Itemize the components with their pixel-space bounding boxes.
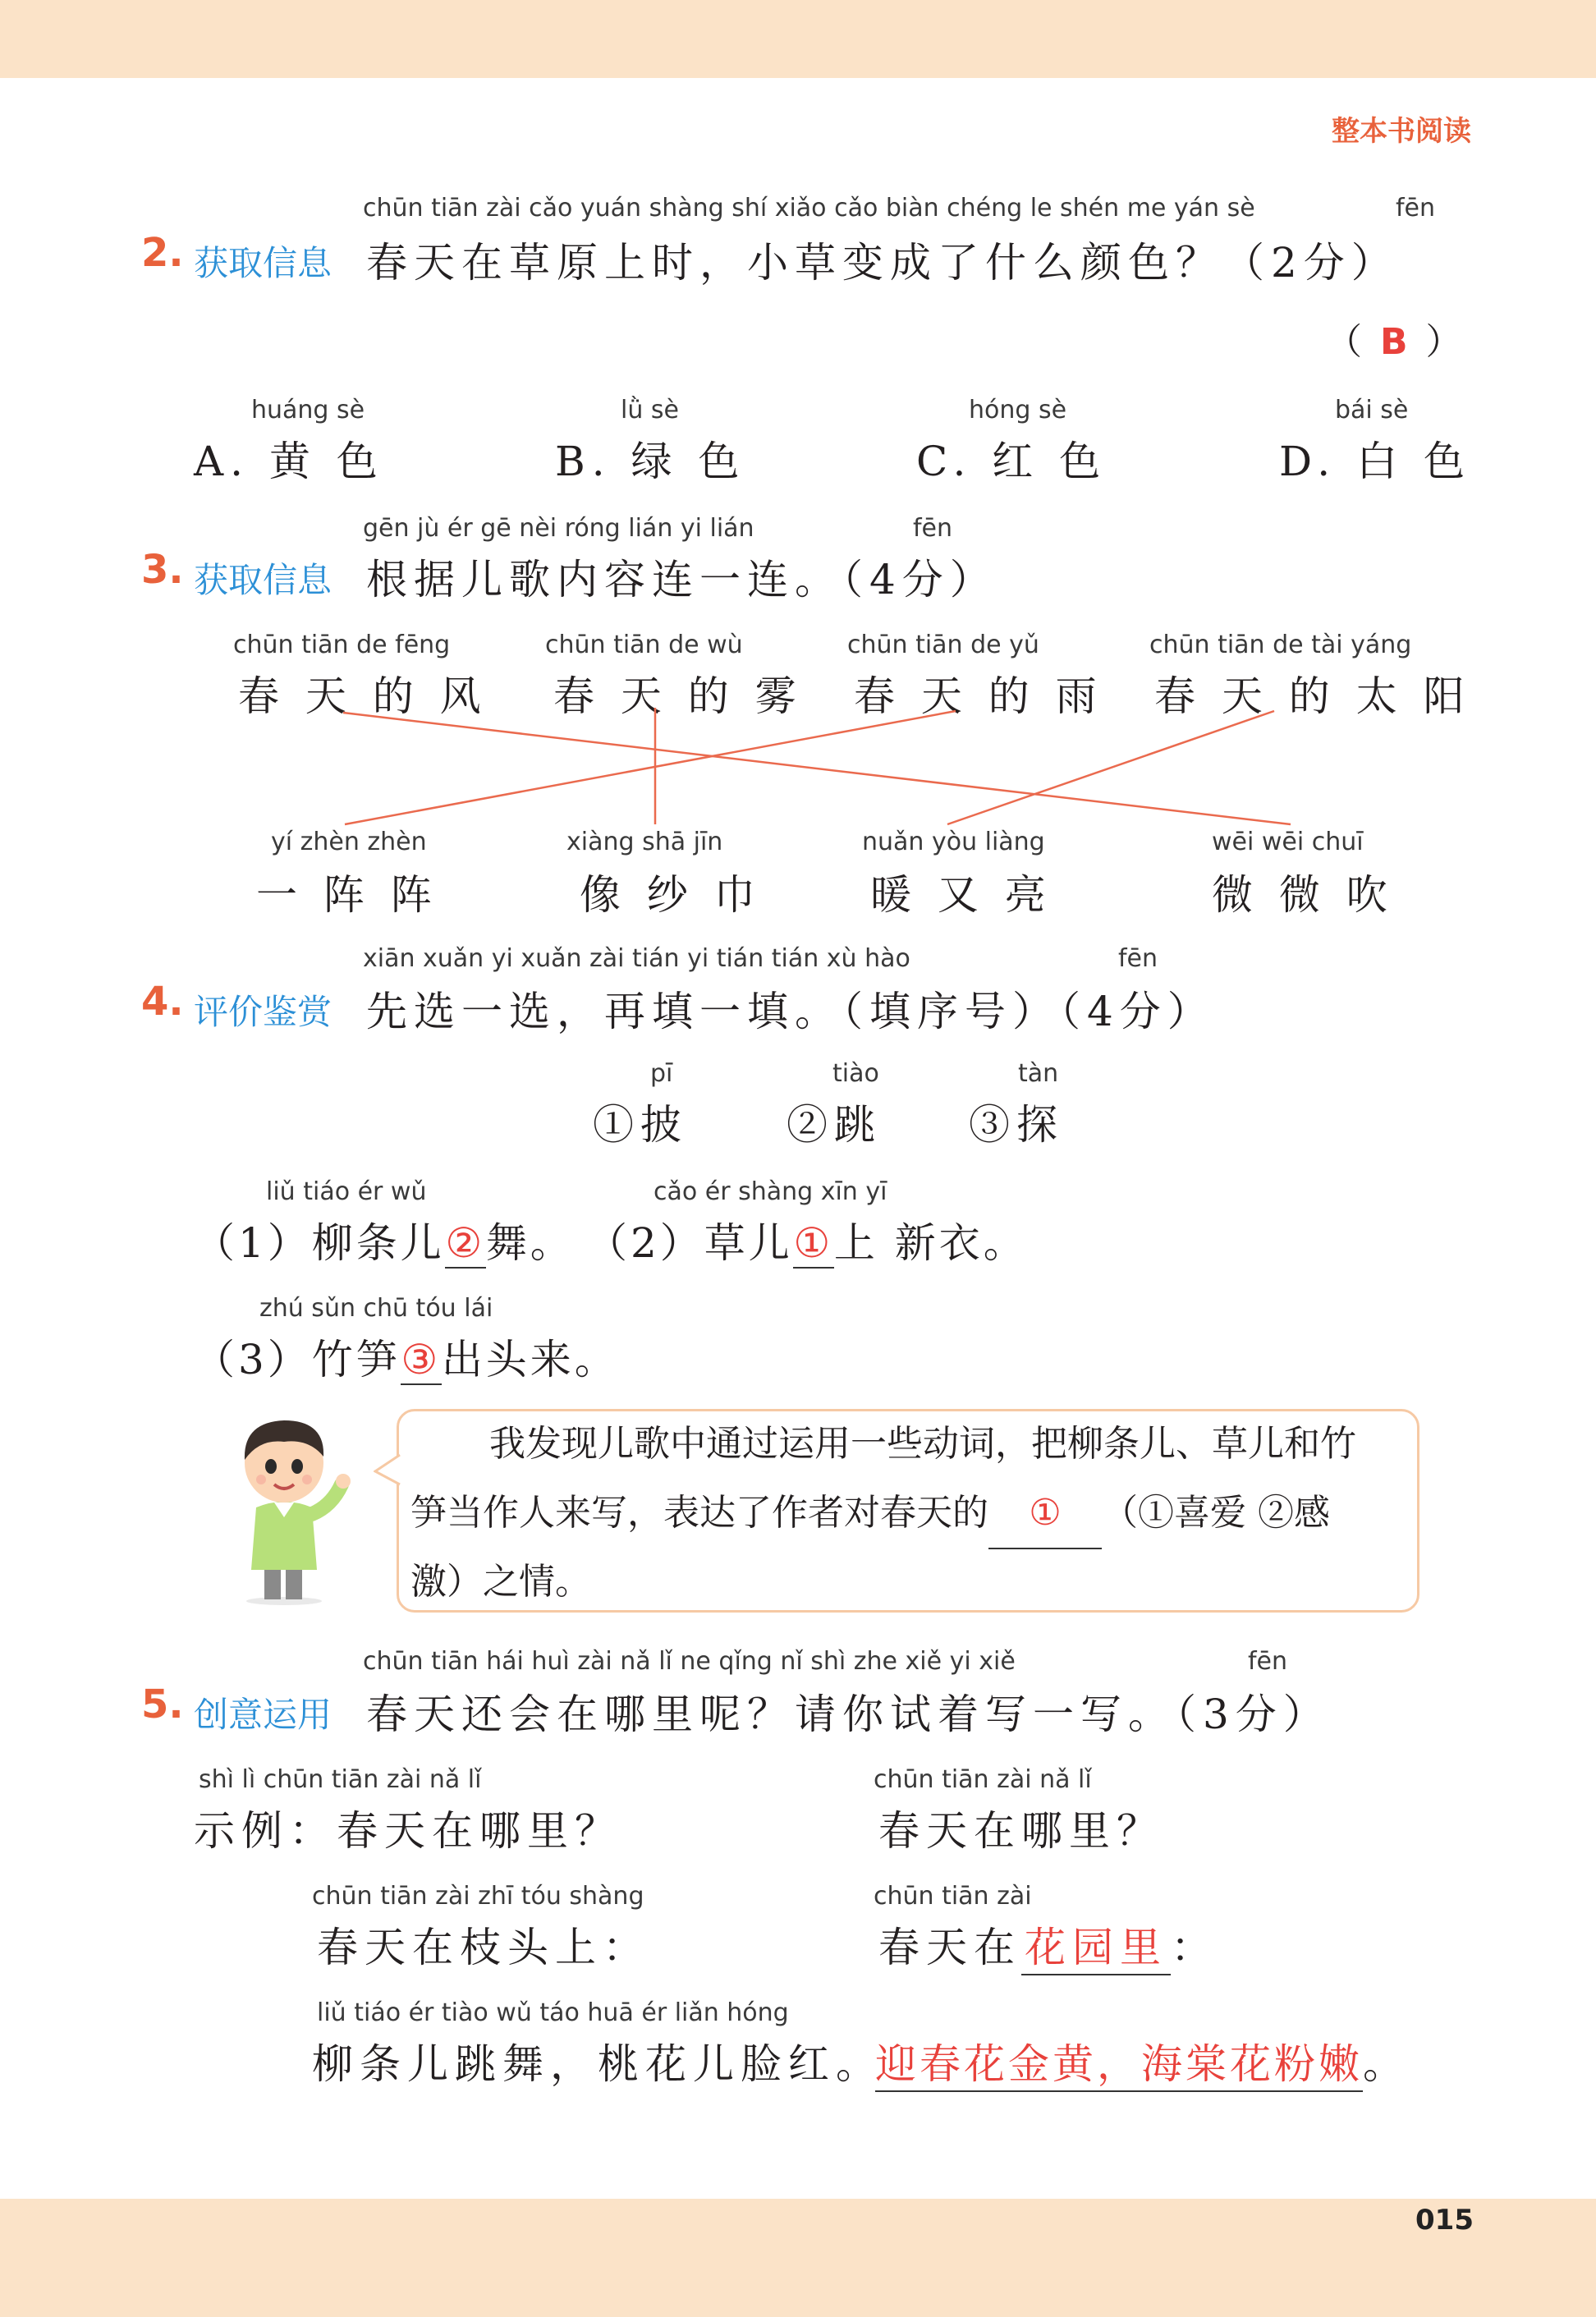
- q5-question: 春天还会在哪里呢？请你试着写一写。（3分）: [366, 1691, 1331, 1738]
- q2-option-c-pinyin: hóng sè: [969, 396, 1067, 424]
- q4-choice-3-pinyin: tàn: [1018, 1059, 1059, 1088]
- q3-tag: 获取信息: [194, 560, 332, 600]
- q5-pinyin: chūn tiān hái huì zài nǎ lǐ ne qǐng nǐ shì zhe xiě yi xiě: [363, 1647, 1016, 1676]
- q4-pinyin-fen: fēn: [1118, 944, 1158, 973]
- q4-s1-post: 舞。: [485, 1219, 575, 1267]
- q5-example-pinyin-3: liǔ tiáo ér tiào wǔ táo huā ér liǎn hóng: [317, 1998, 789, 2027]
- q3-top-3-pinyin: chūn tiān de yǔ: [847, 631, 1039, 659]
- q4-question: 先选一选，再填一填。（填序号）（4分）: [366, 988, 1215, 1035]
- q3-top-2: 春 天 的 雾: [553, 672, 803, 720]
- q2-tag: 获取信息: [194, 243, 332, 283]
- q5-answer-place[interactable]: 花园里: [1021, 1915, 1171, 1975]
- q2-option-b-pinyin: lǜ sè: [621, 396, 679, 424]
- q2-answer-close: ）: [1425, 321, 1462, 363]
- bubble-line-2-pre: 笋当作人来写，表达了作者对春天的: [410, 1492, 988, 1534]
- q4-sentence-1: [194, 1210, 575, 1269]
- q4-choice-2-pinyin: tiào: [832, 1059, 879, 1088]
- q4-number: 4.: [141, 979, 184, 1025]
- q2-pinyin-fen: fēn: [1396, 194, 1436, 223]
- section-header: 整本书阅读: [1332, 115, 1471, 148]
- q4-s2-answer[interactable]: ①: [793, 1219, 834, 1267]
- q2-pinyin: chūn tiān zài cǎo yuán shàng shí xiǎo cǎo biàn chéng le shén me yán sè: [363, 194, 1255, 223]
- q2-option-c: C. 红 色: [916, 438, 1108, 485]
- q2-option-a-pinyin: huáng sè: [251, 396, 365, 424]
- q4-choice-1-pinyin: pī: [650, 1059, 673, 1088]
- q4-pinyin: xiān xuǎn yi xuǎn zài tián yi tián tián xù hào: [363, 944, 910, 973]
- q4-s2-post: 上 新衣。: [833, 1219, 1028, 1267]
- q5-example-pinyin-2: chūn tiān zài zhī tóu shàng: [312, 1882, 644, 1911]
- q4-s1-pre: （1）柳条儿: [194, 1219, 445, 1267]
- q2-question: 春天在草原上时，小草变成了什么颜色？（2分）: [366, 239, 1399, 287]
- q3-bottom-4: 微 微 吹: [1212, 871, 1394, 919]
- q5-answer-line-3-end: 。: [1363, 2040, 1407, 2088]
- q3-top-4-pinyin: chūn tiān de tài yáng: [1149, 631, 1412, 659]
- q5-answer-line-2: [878, 1915, 1218, 1975]
- q4-s3-answer[interactable]: ③: [401, 1336, 442, 1383]
- q3-bottom-3-pinyin: nuǎn yòu liàng: [862, 828, 1045, 856]
- q5-tag: 创意运用: [194, 1695, 332, 1735]
- bubble-line-2-post: （①喜爱 ②感: [1102, 1492, 1330, 1534]
- q5-pinyin-fen: fēn: [1248, 1647, 1288, 1676]
- q3-top-4: 春 天 的 太 阳: [1154, 672, 1471, 720]
- q4-sentence-2: [586, 1210, 1028, 1269]
- q4-s3-pre: （3）竹笋: [194, 1336, 401, 1383]
- q3-bottom-3: 暖 又 亮: [870, 871, 1053, 919]
- q2-option-a: A. 黄 色: [194, 438, 384, 485]
- q3-question: 根据儿歌内容连一连。（4分）: [366, 556, 998, 603]
- q2-answer: B: [1380, 321, 1408, 363]
- q5-answer-handwritten[interactable]: 迎春花金黄，海棠花粉嫩: [875, 2031, 1363, 2092]
- bubble-line-1: 我发现儿歌中通过运用一些动词，把柳条儿、草儿和竹: [489, 1423, 1356, 1465]
- q4-s3-post: 出头来。: [441, 1336, 619, 1383]
- q5-example-line-2: 春天在枝头上：: [317, 1924, 650, 1971]
- q5-example-line-1: 示例：春天在哪里？: [194, 1807, 622, 1855]
- q3-bottom-2-pinyin: xiàng shā jīn: [566, 828, 723, 856]
- q2-number: 2.: [141, 230, 184, 276]
- bubble-line-2: [410, 1479, 1330, 1549]
- q5-example-pinyin-1: shì lì chūn tiān zài nǎ lǐ: [199, 1765, 482, 1794]
- q5-number: 5.: [141, 1682, 184, 1727]
- bubble-answer[interactable]: ①: [988, 1479, 1102, 1549]
- q5-example-line-3: 柳条儿跳舞，桃花儿脸红。: [312, 2040, 883, 2088]
- q4-choice-3: ③探: [969, 1101, 1064, 1149]
- q4-s1-answer[interactable]: ②: [445, 1219, 486, 1267]
- q3-bottom-4-pinyin: wēi wēi chuī: [1212, 828, 1364, 856]
- q3-pinyin: gēn jù ér gē nèi róng lián yi lián: [363, 514, 754, 543]
- q3-pinyin-fen: fēn: [913, 514, 953, 543]
- page-number: 015: [1415, 2204, 1474, 2237]
- q2-option-b: B. 绿 色: [555, 438, 746, 485]
- q5-answer-line-2-post: ：: [1171, 1924, 1218, 1971]
- q5-answer-pinyin-2: chūn tiān zài: [874, 1882, 1032, 1911]
- q3-top-3: 春 天 的 雨: [854, 672, 1103, 720]
- match-line-rain: [345, 711, 956, 824]
- q3-bottom-2: 像 纱 巾: [580, 871, 762, 919]
- q3-top-1: 春 天 的 风: [238, 672, 488, 720]
- match-line-sun: [947, 711, 1274, 824]
- q3-bottom-1: 一 阵 阵: [256, 871, 438, 919]
- q5-answer-line-2-pre: 春天在: [878, 1924, 1021, 1971]
- speech-bubble-tail: [374, 1453, 401, 1486]
- q5-answer-pinyin-1: chūn tiān zài nǎ lǐ: [874, 1765, 1092, 1794]
- q4-choice-1: ①披: [593, 1101, 688, 1149]
- q2-option-d: D. 白 色: [1279, 438, 1471, 485]
- q2-answer-open: （: [1326, 321, 1362, 363]
- match-line-wind: [343, 713, 1291, 824]
- q3-top-1-pinyin: chūn tiān de fēng: [233, 631, 451, 659]
- q5-answer-line-1: 春天在哪里？: [878, 1807, 1164, 1855]
- boy-illustration: [227, 1406, 374, 1607]
- q3-bottom-1-pinyin: yí zhèn zhèn: [271, 828, 427, 856]
- q2-option-d-pinyin: bái sè: [1335, 396, 1409, 424]
- bubble-line-3: 激）之情。: [410, 1561, 591, 1603]
- q4-s1-pinyin: liǔ tiáo ér wǔ: [266, 1177, 427, 1206]
- q4-s3-pinyin: zhú sǔn chū tóu lái: [259, 1294, 493, 1323]
- q4-tag: 评价鉴赏: [194, 992, 332, 1032]
- q4-s2-pinyin: cǎo ér shàng xīn yī: [654, 1177, 887, 1206]
- q4-sentence-3: [194, 1327, 619, 1386]
- q5-answer-line-3: [875, 2031, 1407, 2092]
- q4-choice-2: ②跳: [787, 1101, 882, 1149]
- q3-top-2-pinyin: chūn tiān de wù: [545, 631, 743, 659]
- q3-number: 3.: [141, 547, 184, 593]
- q4-s2-pre: （2）草儿: [586, 1219, 793, 1267]
